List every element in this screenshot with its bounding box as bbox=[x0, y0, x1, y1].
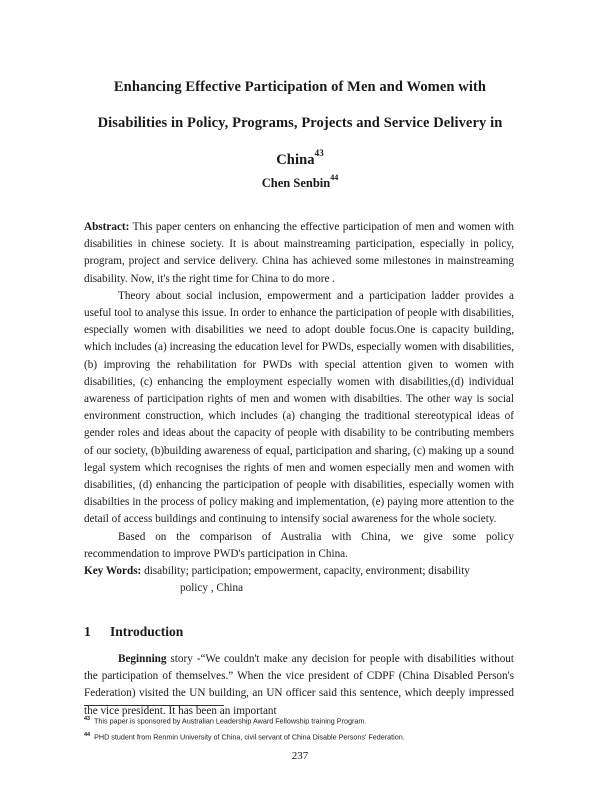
abstract-paragraph-2: Theory about social inclusion, empowerment and a participation ladder provides a useful tool to analyse this issue. In order to enhance the participation of people with disabilities, especially women with disabilities we need to adopt double focus.One is capacity building, which includes (a) increasing the education level for PWDs, especially women with disabilities, (b) improving the rehabilitation for PWDs with special attention given to women with disabilities, (c) enhancing the employment especially women with disabilities,(d) individual awareness of participation rights of men and women with disabilties. The other way is social environment construction, which includes (a) changing the traditional stereotypical ideas of gender roles and ideas about the capacity of people with disability to be contributing members of our society, (b)building awareness of equal, participation and sharing, (c) making up a sound legal system which recognises the rights of men and women especially men and women with disabilities, (d) enhancing the participation of people with disabilities, especially women with disabilties in the process of policy making and implementation, (e) paying more attention to the detail of access buildings and continuing to intensify social awareness for the whole society. bbox=[84, 289, 514, 526]
introduction-block bbox=[84, 651, 514, 720]
footnote-divider bbox=[84, 705, 224, 706]
section-title: Introduction bbox=[110, 624, 184, 639]
keywords-continuation: policy , China bbox=[180, 582, 244, 595]
footnote-43-ref: 43 bbox=[84, 716, 91, 722]
intro-label: Beginning bbox=[118, 653, 167, 665]
title-line-3 bbox=[0, 150, 600, 169]
abstract-text-1: This paper centers on enhancing the effective participation of men and women with disabilities in chinese society. It is about mainstreaming participation, especially in policy, program, project and service delivery. China has achieved some milestones in mainstreaming disability. Now, it's the right time for China to do more . bbox=[84, 221, 514, 285]
footnote-44 bbox=[84, 728, 524, 744]
author-line bbox=[0, 175, 600, 191]
title-text-2: Disabilities in Policy, Programs, Projects and Service Delivery in bbox=[97, 115, 503, 131]
abstract-label: Abstract: bbox=[84, 221, 130, 233]
footnotes bbox=[84, 712, 524, 745]
abstract-paragraph-3: Based on the comparison of Australia with China, we give some policy recommendation to improve PWD's participation in China. bbox=[84, 530, 514, 560]
section-number: 1 bbox=[84, 624, 91, 639]
author-name: Chen Senbin bbox=[261, 176, 331, 191]
abstract-block bbox=[84, 219, 514, 597]
title-line-2 bbox=[0, 115, 600, 132]
abstract-paragraph-1 bbox=[84, 219, 514, 288]
keywords-text-1: disability; participation; empowerment, capacity, environment; disability bbox=[144, 565, 470, 578]
author-footnote-ref: 44 bbox=[330, 173, 339, 182]
keywords-label: Key Words: bbox=[84, 565, 142, 578]
title-text-3: China bbox=[276, 151, 315, 168]
title-footnote-ref: 43 bbox=[314, 148, 324, 158]
footnote-43-text: This paper is sponsored by Australian Leadership Award Fellowship training Program. bbox=[94, 716, 367, 726]
title-line-1 bbox=[0, 79, 600, 96]
intro-paragraph bbox=[84, 651, 514, 720]
intro-text: story -“We couldn't make any decision for people with disabilities without the participation of themselves.” When the vice president of CDPF (China Disabled Person's Federation) visited the UN building, an UN officer said this sentence, which deeply impressed the vice president. It has been an important bbox=[84, 653, 514, 717]
section-heading bbox=[84, 624, 183, 640]
title-text-1: Enhancing Effective Participation of Men and Women with bbox=[113, 79, 487, 95]
page-number: 237 bbox=[291, 750, 309, 762]
footnote-43 bbox=[84, 712, 524, 728]
keywords-line bbox=[84, 563, 514, 580]
footnote-44-text: PHD student from Renmin University of China, civil servant of China Disable Persons' Federation. bbox=[94, 732, 405, 742]
footnote-44-ref: 44 bbox=[84, 732, 91, 739]
